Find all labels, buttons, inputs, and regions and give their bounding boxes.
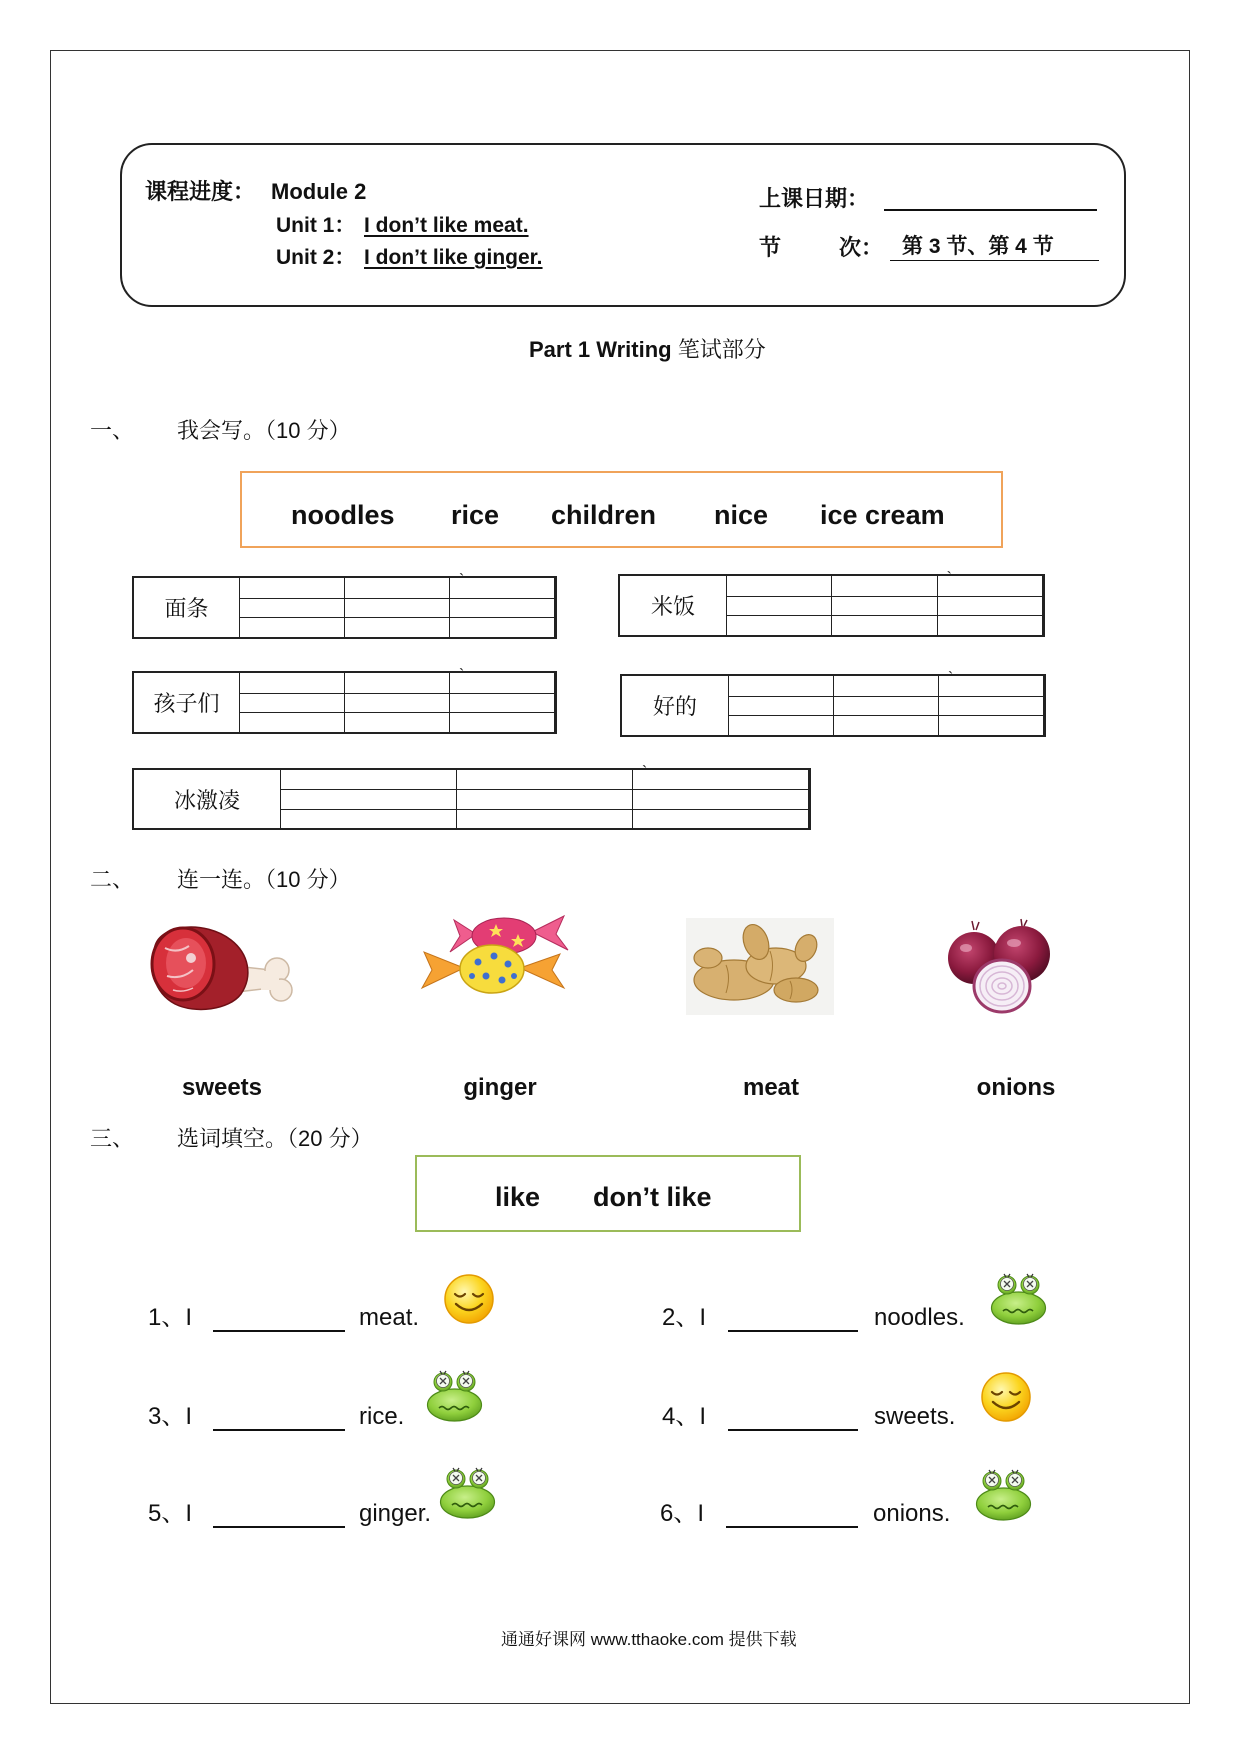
session-label-part1: 节 <box>759 235 782 260</box>
session-value: 第 3 节、第 4 节 <box>890 233 1099 261</box>
unit2-label: Unit 2： <box>276 246 356 269</box>
writing-lines <box>240 572 555 637</box>
writing-cell <box>450 667 555 732</box>
writing-cell <box>832 576 937 635</box>
smiley-face-icon <box>442 1272 496 1326</box>
section3-number: 三、 <box>90 1126 135 1151</box>
sentence-end: meat. <box>359 1304 420 1331</box>
tick-mark: ` <box>459 572 465 589</box>
word-bank-item: rice <box>451 500 500 530</box>
sentence-prefix: 6、I <box>660 1500 705 1527</box>
answer-blank <box>726 1526 858 1528</box>
sentence-prefix: 3、I <box>148 1403 193 1430</box>
part-title-chinese: 笔试部分 <box>677 337 766 362</box>
section1-number: 一、 <box>90 418 135 443</box>
answer-blank <box>213 1429 345 1431</box>
tick-mark: ` <box>642 764 648 781</box>
section2-number: 二、 <box>90 867 135 892</box>
part-title <box>529 336 766 364</box>
unit2-title: I don’t like ginger. <box>364 246 543 269</box>
guide-line <box>727 596 1043 597</box>
writing-cell <box>345 673 450 732</box>
match-word: sweets <box>181 1074 263 1101</box>
guide-line <box>240 598 555 599</box>
grid-label: 面条 <box>134 578 240 637</box>
writing-cell <box>450 572 555 637</box>
writing-cell <box>345 578 450 637</box>
frog-face-icon <box>425 1367 484 1423</box>
writing-lines <box>281 764 809 828</box>
meat-picture <box>143 918 296 1015</box>
choice-word: like <box>495 1182 541 1212</box>
date-label: 上课日期： <box>759 186 870 211</box>
candy-picture <box>416 912 576 1004</box>
guide-line <box>727 615 1043 616</box>
guide-line <box>729 696 1044 697</box>
smiley-face-icon <box>979 1370 1033 1424</box>
sentence-prefix: 5、I <box>148 1500 193 1527</box>
guide-line <box>240 693 555 694</box>
writing-lines <box>727 570 1043 635</box>
sentence-end: rice. <box>359 1403 405 1430</box>
part-title-english: Part 1 Writing <box>529 337 672 362</box>
match-word: meat <box>742 1074 800 1101</box>
footer-text: 通通好课网 www.tthaoke.com 提供下载 <box>501 1630 797 1649</box>
lesson-info-box <box>120 143 1126 307</box>
writing-cell <box>633 764 809 828</box>
word-bank-item: nice <box>714 500 769 530</box>
date-blank <box>884 209 1097 211</box>
word-bank-item: noodles <box>291 500 395 530</box>
choice-word: don’t like <box>593 1182 712 1212</box>
tick-mark: ` <box>459 667 465 684</box>
frog-face-icon <box>974 1466 1033 1522</box>
frog-face-icon <box>989 1270 1048 1326</box>
grid-label: 冰激凌 <box>134 770 281 828</box>
section1-title: 我会写。（10 分） <box>177 418 351 443</box>
sentence-end: noodles. <box>874 1304 965 1331</box>
match-word: onions <box>976 1074 1056 1101</box>
session-label-part2: 次： <box>839 235 884 260</box>
sentence-prefix: 1、I <box>148 1304 193 1331</box>
ginger-picture <box>686 918 834 1015</box>
writing-cell <box>834 676 939 735</box>
writing-grid-1 <box>132 572 557 639</box>
answer-blank <box>213 1526 345 1528</box>
sentence-end: onions. <box>873 1500 951 1527</box>
writing-cell <box>281 770 457 828</box>
sentence-prefix: 4、I <box>662 1403 707 1430</box>
answer-blank <box>728 1429 858 1431</box>
guide-line <box>729 715 1044 716</box>
module-name: Module 2 <box>271 179 367 204</box>
unit1-label: Unit 1： <box>276 214 356 237</box>
writing-cell <box>939 670 1044 735</box>
tick-mark: ` <box>948 670 954 687</box>
writing-grid-3 <box>132 667 557 734</box>
grid-label: 米饭 <box>620 576 727 635</box>
writing-cell <box>240 673 345 732</box>
guide-line <box>281 789 809 790</box>
writing-cell <box>457 770 633 828</box>
progress-label: 课程进度： <box>145 179 256 204</box>
match-word: ginger <box>463 1074 537 1101</box>
writing-grid-2 <box>618 570 1045 637</box>
writing-cell <box>240 578 345 637</box>
writing-lines <box>240 667 555 732</box>
word-bank-item: children <box>551 500 657 530</box>
writing-cell <box>729 676 834 735</box>
tick-mark: ` <box>946 570 952 587</box>
guide-line <box>281 809 809 810</box>
frog-face-icon <box>438 1464 497 1520</box>
guide-line <box>240 617 555 618</box>
onions-picture <box>934 918 1056 1015</box>
sentence-end: sweets. <box>874 1403 956 1430</box>
writing-grid-4 <box>620 670 1046 737</box>
word-bank-item: ice cream <box>820 500 945 530</box>
section2-title: 连一连。（10 分） <box>177 867 351 892</box>
sentence-end: ginger. <box>359 1500 432 1527</box>
section3-title: 选词填空。（20 分） <box>177 1126 373 1151</box>
writing-lines <box>729 670 1044 735</box>
grid-label: 好的 <box>622 676 729 735</box>
answer-blank <box>728 1330 858 1332</box>
guide-line <box>240 712 555 713</box>
grid-label: 孩子们 <box>134 673 240 732</box>
writing-cell <box>727 576 832 635</box>
writing-grid-5 <box>132 764 811 830</box>
sentence-prefix: 2、I <box>662 1304 707 1331</box>
writing-cell <box>938 570 1043 635</box>
answer-blank <box>213 1330 345 1332</box>
unit1-title: I don’t like meat. <box>364 214 529 237</box>
